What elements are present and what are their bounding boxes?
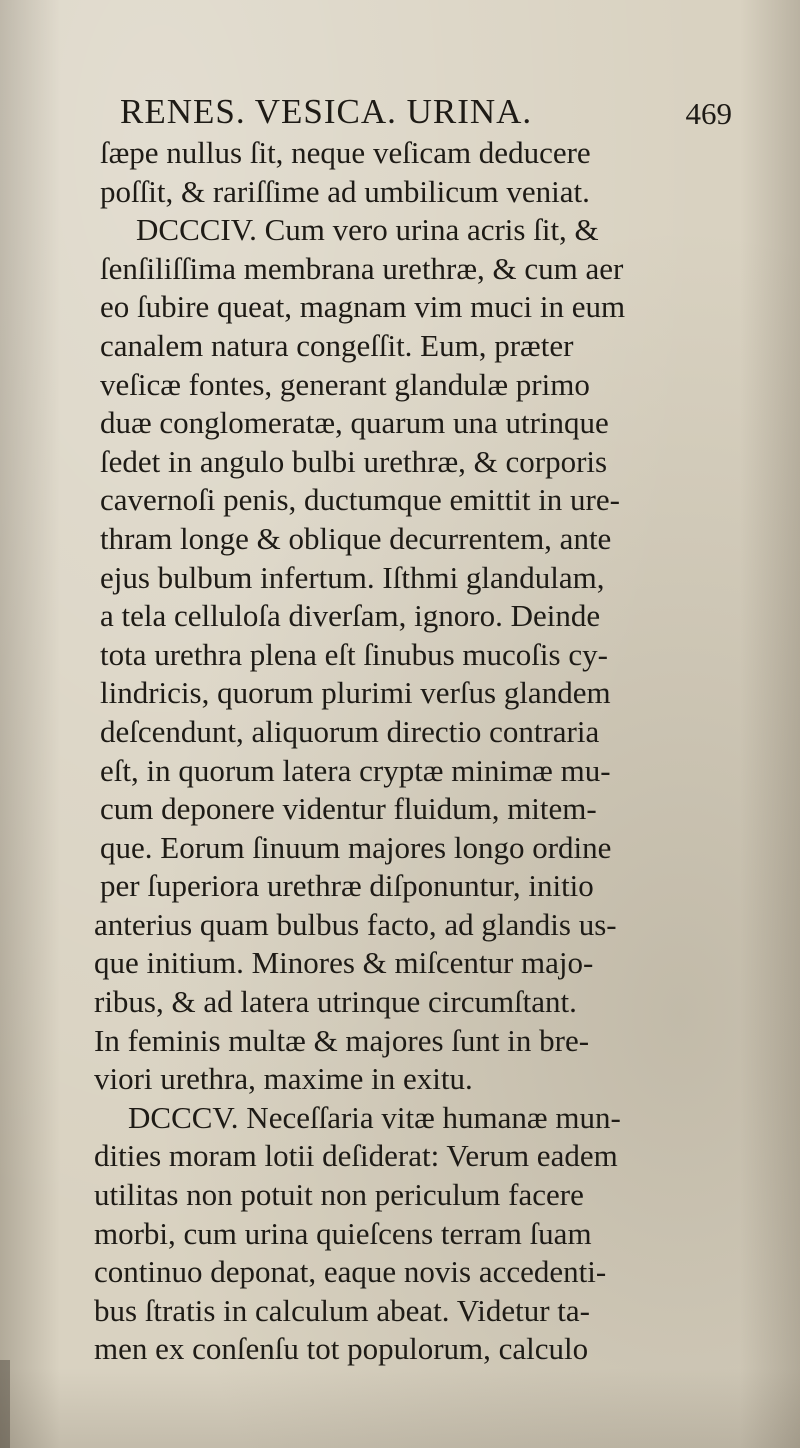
text-line: continuo deponat, eaque novis accedenti-	[94, 1254, 607, 1290]
text-line: veſicæ fontes, generant glandulæ primo	[100, 366, 590, 402]
text-line: eo ſubire queat, magnam vim muci in eum	[100, 289, 626, 325]
text-line: anterius quam bulbus facto, ad glandis us-	[94, 906, 617, 942]
page-header	[120, 92, 760, 136]
text-line: cum deponere videntur fluidum, mitem-	[100, 791, 597, 827]
text-line: deſcendunt, aliquorum directio contraria	[100, 713, 600, 749]
text-line: ribus, & ad latera utrinque circumſtant.	[94, 984, 577, 1020]
text-line: lindricis, quorum plurimi verſus glandem	[100, 675, 611, 711]
text-line: In feminis multæ & majores ſunt in bre-	[94, 1022, 590, 1058]
body-text	[94, 134, 790, 1369]
text-line: canalem natura congeſſit. Eum, præter	[100, 327, 574, 363]
text-line: utilitas non potuit non periculum facere	[94, 1177, 584, 1213]
text-line: morbi, cum urina quieſcens terram ſuam	[94, 1215, 592, 1251]
page-number: 469	[685, 96, 732, 131]
text-line: ſæpe nullus ſit, neque veſicam deducere	[100, 135, 591, 170]
text-line: ſenſiliſſima membrana urethræ, & cum aer	[100, 250, 624, 286]
page-bottom-shade	[0, 1368, 800, 1448]
text-line: a tela celluloſa diverſam, ignoro. Deinde	[100, 598, 601, 634]
text-line: poſſit, & rariſſime ad umbilicum veniat.	[100, 173, 590, 209]
text-line: thram longe & oblique decurrentem, ante	[100, 520, 612, 556]
running-title: RENES. VESICA. URINA.	[120, 92, 533, 131]
text-line: dities moram lotii deſiderat: Verum eadem	[94, 1138, 618, 1174]
text-line: bus ſtratis in calculum abeat. Videtur ta-	[94, 1292, 590, 1328]
text-line: tota urethra plena eſt ſinubus mucoſis cy-	[100, 636, 608, 672]
text-line: eſt, in quorum latera cryptæ minimæ mu-	[100, 752, 611, 788]
text-line: duæ conglomeratæ, quarum una utrinque	[100, 405, 609, 441]
text-line: que. Eorum ſinuum majores longo ordine	[100, 829, 612, 865]
paragraph-start-line: DCCCV. Neceſſaria vitæ humanæ mun-	[128, 1099, 621, 1135]
text-line: per ſuperiora urethræ diſponuntur, initio	[100, 868, 594, 904]
text-line: viori urethra, maxime in exitu.	[94, 1061, 473, 1097]
paragraph-start-line: DCCCIV. Cum vero urina acris ſit, &	[136, 212, 599, 248]
text-line: men ex conſenſu tot populorum, calculo	[94, 1331, 589, 1367]
text-line: cavernoſi penis, ductumque emittit in ure-	[100, 482, 620, 518]
text-line: ſedet in angulo bulbi urethræ, & corporis	[100, 443, 608, 479]
text-line: que initium. Minores & miſcentur majo-	[94, 945, 594, 981]
text-line: ejus bulbum infertum. Iſthmi glandulam,	[100, 559, 605, 595]
